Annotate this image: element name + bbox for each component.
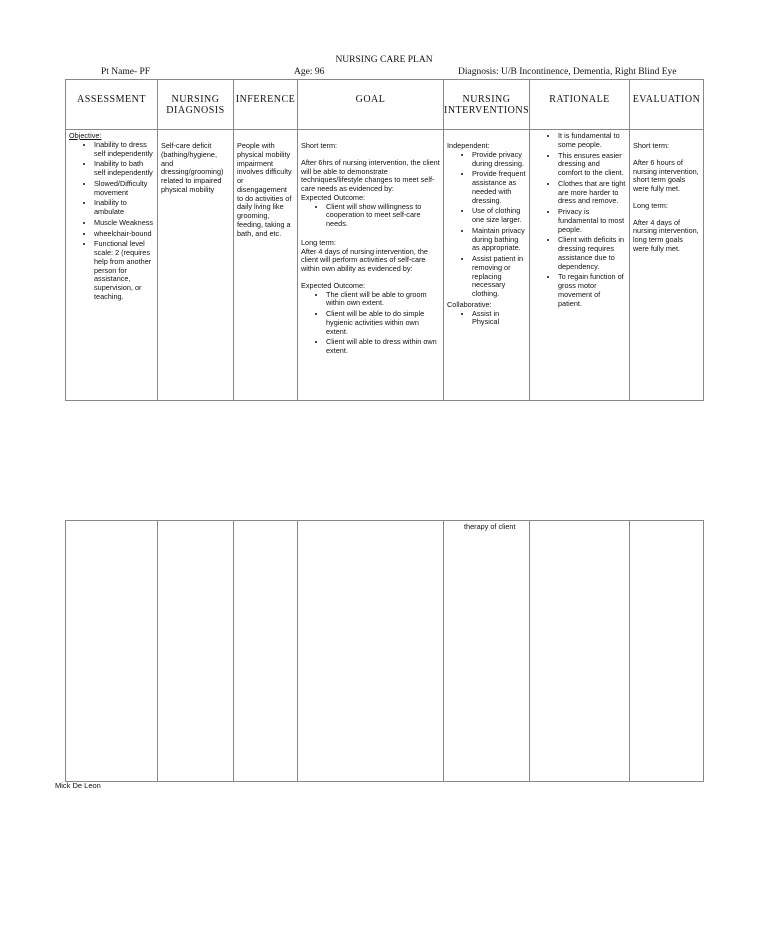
- assessment-list: [69, 141, 154, 302]
- rationale-list: [533, 132, 626, 308]
- assessment-cell-cont: [66, 521, 158, 782]
- header-rationale: RATIONALE: [530, 80, 630, 130]
- assessment-item: • Slowed/Difficulty movement: [94, 180, 154, 198]
- header-row: [66, 80, 704, 130]
- goal-outcome-item: • Client will be able to do simple hygienic activities within own extent.: [326, 310, 440, 336]
- collaborative-list: [447, 310, 526, 328]
- rationale-item: • Clothes that are tight are more harder to dress and remove.: [558, 180, 626, 206]
- goal-short-outcomes: [301, 203, 440, 229]
- nursing-diagnosis-cell-cont: [158, 521, 234, 782]
- goal-outcome-item: • The client will be able to groom within own extent.: [326, 291, 440, 309]
- inference-cell: [234, 130, 298, 401]
- goal-cell-cont: [298, 521, 444, 782]
- assessment-item: • Functional level scale: 2 (requires help from another person for assistance, supervision, or teaching.: [94, 240, 154, 301]
- evaluation-cell: [630, 130, 704, 401]
- rationale-item: • Client with deficits in dressing requires assistance due to dependency.: [558, 236, 626, 271]
- goal-short-label: Short term:: [301, 141, 338, 150]
- continuation-row: [66, 521, 704, 782]
- care-plan-table-page2: [65, 520, 704, 782]
- independent-label: Independent:: [447, 141, 490, 150]
- author-name: Mick De Leon: [55, 781, 101, 790]
- goal-cell: [298, 130, 444, 401]
- header-nursing-diagnosis: NURSING DIAGNOSIS: [158, 80, 234, 130]
- document-title: NURSING CARE PLAN: [335, 55, 433, 65]
- evaluation-cell-cont: [630, 521, 704, 782]
- interventions-cell: [444, 130, 530, 401]
- intervention-item: • Maintain privacy during bathing as appropriate.: [472, 227, 526, 253]
- assessment-item: • Inability to ambulate: [94, 199, 154, 217]
- intervention-continued-text: therapy of client: [464, 522, 516, 531]
- patient-age: Age: 96: [294, 67, 325, 77]
- intervention-item: • Assist patient in removing or replacing necessary clothing.: [472, 255, 526, 299]
- care-plan-table-page1: [65, 79, 704, 401]
- evaluation-short-text: After 6 hours of nursing intervention, short term goals were fully met.: [633, 157, 699, 193]
- patient-name: Pt Name- PF: [101, 67, 151, 77]
- goal-short-text: After 6hrs of nursing intervention, the client will be able to demonstrate techniques/lifestyle changes to meet self-care needs as evidenced by:: [301, 157, 440, 193]
- collaborative-label: Collaborative:: [447, 299, 492, 309]
- patient-diagnosis: Diagnosis: U/B Incontinence, Dementia, Right Blind Eye: [458, 67, 677, 77]
- goal-expected-label: Expected Outcome:: [301, 280, 366, 290]
- assessment-item: • Inability to bath self independently: [94, 160, 154, 178]
- inference-text: People with physical mobility impairment involves difficulty or disengagement to do activities of daily living like grooming, feeding, taking a bath, and etc.: [237, 141, 292, 238]
- objective-label: Objective:: [69, 131, 102, 140]
- intervention-item: • Provide privacy during dressing.: [472, 151, 526, 169]
- rationale-cell: [530, 130, 630, 401]
- content-row: [66, 130, 704, 401]
- rationale-cell-cont: [530, 521, 630, 782]
- inference-cell-cont: [234, 521, 298, 782]
- rationale-item: • To regain function of gross motor movement of patient.: [558, 273, 626, 308]
- goal-long-text: After 4 days of nursing intervention, the client will perform activities of self-care within own ability as evidenced by:: [301, 246, 428, 273]
- rationale-item: • This ensures easier dressing and comfort to the client.: [558, 152, 626, 178]
- rationale-item: • Privacy is fundamental to most people.: [558, 208, 626, 234]
- assessment-item: • Inability to dress self independently: [94, 141, 154, 159]
- independent-list: [447, 151, 526, 299]
- header-inference: INFERENCE: [234, 80, 298, 130]
- intervention-item: • Assist in Physical: [472, 310, 526, 328]
- rationale-item: • It is fundamental to some people.: [558, 132, 626, 150]
- evaluation-long-label: Long term:: [633, 200, 668, 210]
- header-goal: GOAL: [298, 80, 444, 130]
- header-assessment: ASSESSMENT: [66, 80, 158, 130]
- intervention-item: • Provide frequent assistance as needed with dressing.: [472, 170, 526, 205]
- assessment-cell: [66, 130, 158, 401]
- nursing-diagnosis-cell: [158, 130, 234, 401]
- header-nursing-interventions: NURSING INTERVENTIONS: [444, 80, 530, 130]
- goal-long-label: Long term:: [301, 237, 336, 247]
- nursing-diagnosis-text: Self-care deficit (bathing/hygiene, and dressing/grooming) related to impaired physical mobility: [161, 141, 224, 194]
- evaluation-long-text: After 4 days of nursing intervention, long term goals were fully met.: [633, 217, 699, 253]
- interventions-cell-cont: [444, 521, 530, 782]
- goal-outcome-item: • Client will able to dress within own extent.: [326, 338, 440, 356]
- header-evaluation: EVALUATION: [630, 80, 704, 130]
- goal-expected-label: Expected Outcome:: [301, 192, 366, 202]
- assessment-item: • wheelchair-bound: [94, 230, 154, 239]
- intervention-item: • Use of clothing one size larger.: [472, 207, 526, 225]
- evaluation-short-label: Short term:: [633, 141, 670, 150]
- goal-long-outcomes: [301, 291, 440, 356]
- goal-outcome-item: • Client will show willingness to cooperation to meet self-care needs.: [326, 203, 440, 229]
- assessment-item: • Muscle Weakness: [94, 219, 154, 228]
